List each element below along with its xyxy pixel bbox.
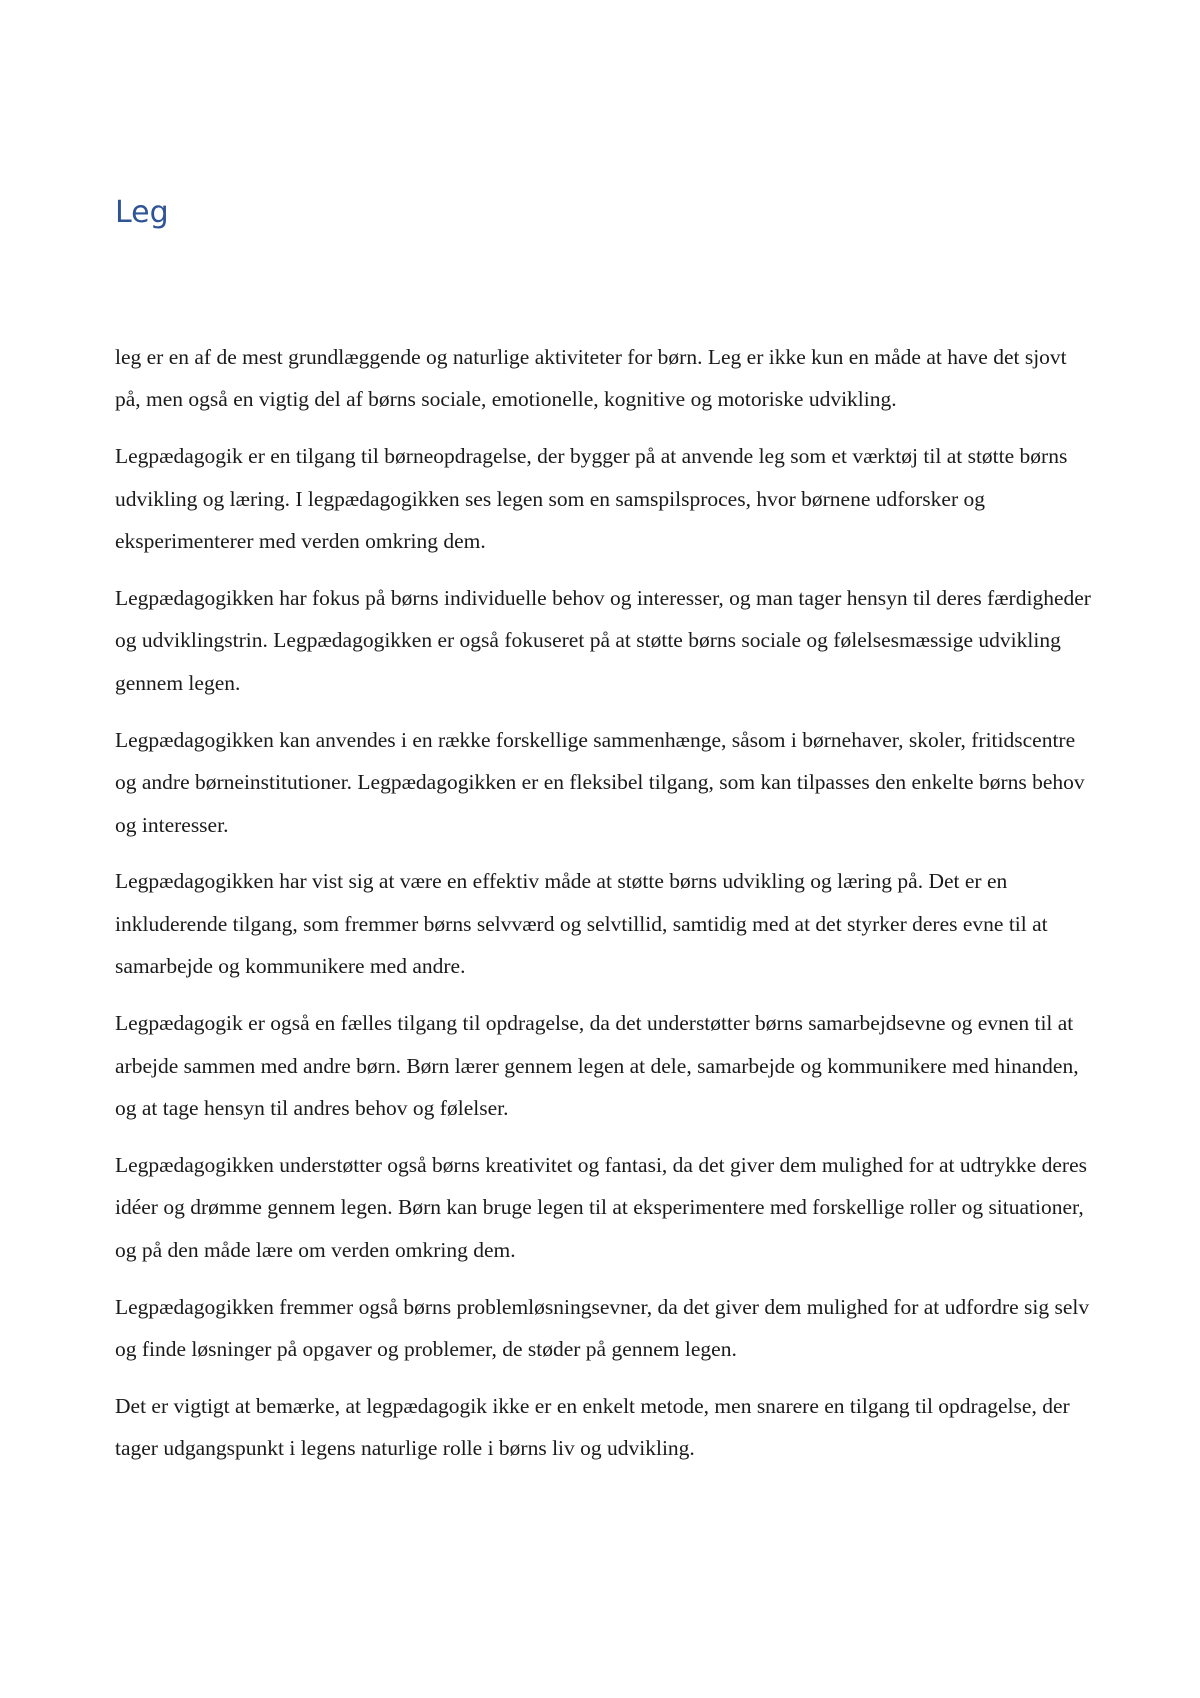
paragraph: Legpædagogik er også en fælles tilgang til opdragelse, da det understøtter børns samarbejdsevne og evnen til at arbejde sammen med andre børn. Børn lærer gennem legen at dele, samarbejde og kommunikere med hinanden, og at tage hensyn til andres behov og følelser. <box>115 1011 1079 1120</box>
page-title: Leg <box>115 195 169 230</box>
paragraph: Legpædagogikken har vist sig at være en effektiv måde at støtte børns udvikling og læring på. Det er en inkluderende tilgang, som fremmer børns selvværd og selvtillid, samtidig med at det styrker deres evne til at samarbejde og kommunikere med andre. <box>115 869 1048 979</box>
paragraph: Det er vigtigt at bemærke, at legpædagogik ikke er en enkelt metode, men snarere en tilgang til opdragelse, der tager udgangspunkt i legens naturlige rolle i børns liv og udvikling. <box>115 1393 1070 1461</box>
document-body <box>115 336 1091 1484</box>
paragraph: Legpædagogikken fremmer også børns problemløsningsevner, da det giver dem mulighed for at udfordre sig selv og finde løsninger på opgaver og problemer, de støder på gennem legen. <box>115 1294 1090 1362</box>
paragraph: Legpædagogikken understøtter også børns kreativitet og fantasi, da det giver dem mulighed for at udtrykke deres idéer og drømme gennem legen. Børn kan bruge legen til at eksperimentere med forskellige roller og situationer, og på den måde lære om verden omkring dem. <box>115 1152 1088 1262</box>
paragraph: Legpædagogikken har fokus på børns individuelle behov og interesser, og man tager hensyn til deres færdigheder og udviklingstrin. Legpædagogikken er også fokuseret på at støtte børns sociale og følelsesmæssige udvikling gennem legen. <box>115 586 1091 695</box>
paragraph: Legpædagogikken kan anvendes i en række forskellige sammenhænge, såsom i børnehaver, skoler, fritidscentre og andre børneinstitutioner. Legpædagogikken er en fleksibel tilgang, som kan tilpasses den enkelte børns behov og interesser. <box>115 727 1085 837</box>
paragraph: Legpædagogik er en tilgang til børneopdragelse, der bygger på at anvende leg som et værktøj til at støtte børns udvikling og læring. I legpædagogikken ses legen som en samspilsproces, hvor børnene udforsker og eksperimenterer med verden omkring dem. <box>115 444 1068 554</box>
paragraph: leg er en af de mest grundlæggende og naturlige aktiviteter for børn. Leg er ikke kun en måde at have det sjovt på, men også en vigtig del af børns sociale, emotionelle, kognitive og motoriske udvikling. <box>115 345 1067 412</box>
